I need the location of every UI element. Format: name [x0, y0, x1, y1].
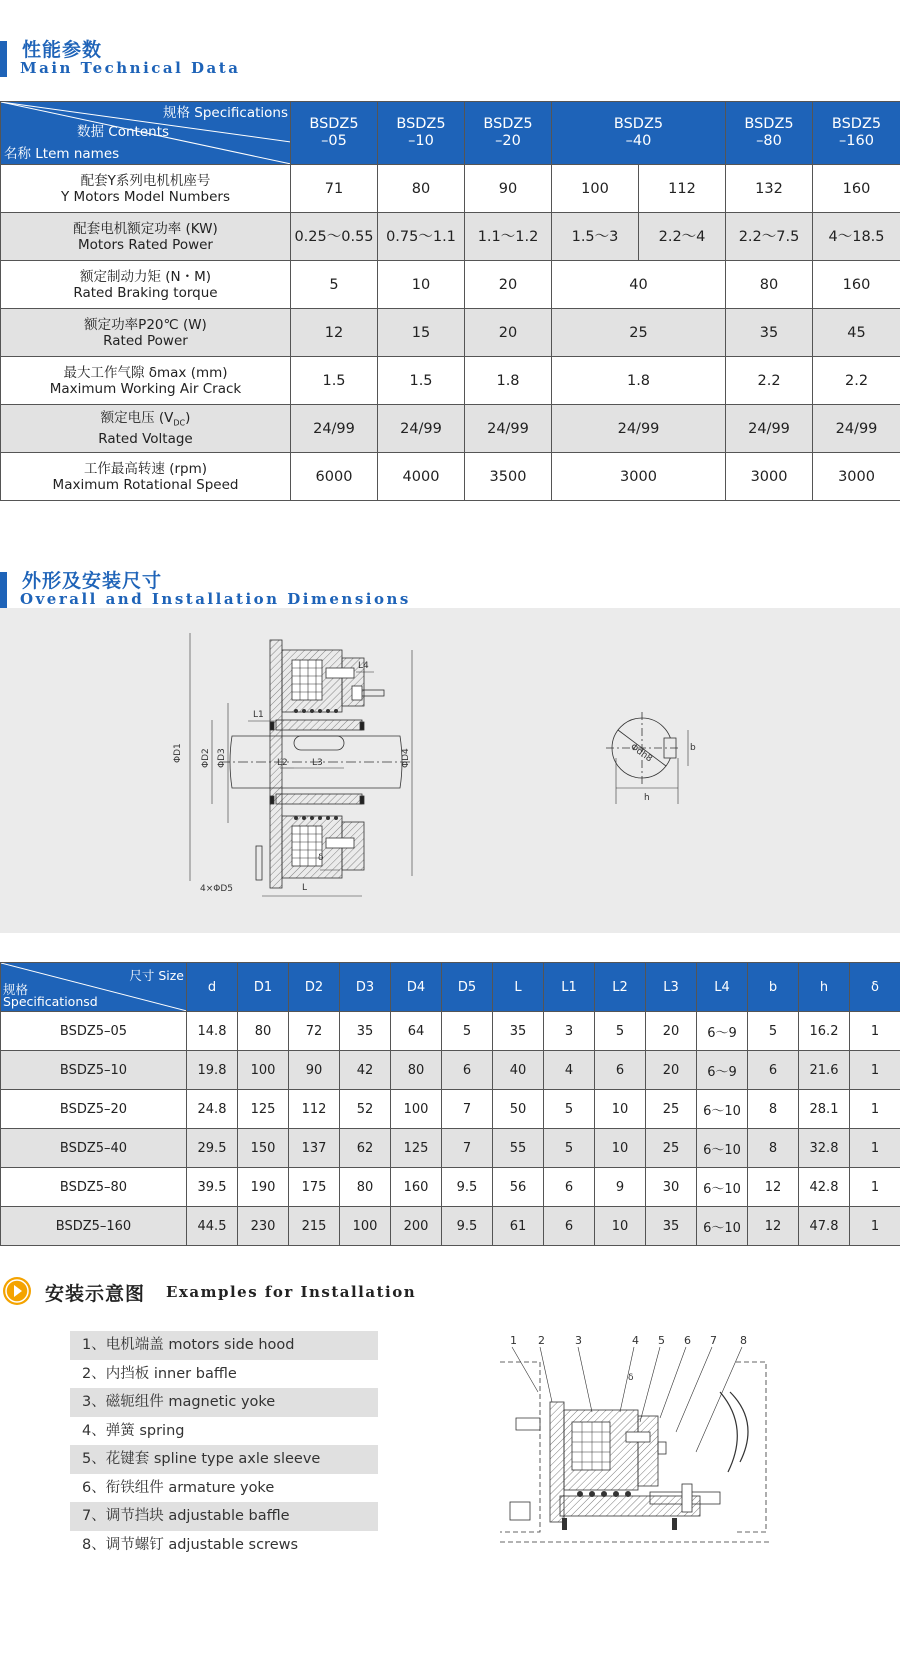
table-row	[1, 453, 900, 501]
row-name: BSDZ5–05	[1, 1012, 187, 1051]
dim-label-d5: 4×ΦD5	[200, 884, 234, 894]
corner-spec-label: 规格 Specifications	[162, 105, 288, 121]
corner-contents-label: 数据 Contents	[77, 124, 170, 140]
corner-specd-label: Specificationsd	[3, 994, 98, 1009]
table-cell: 1.8	[465, 357, 552, 405]
dim-label-delta: δ	[318, 853, 324, 863]
table-cell: 100	[238, 1051, 289, 1090]
dimensions-table	[0, 962, 900, 1246]
column-header: L2	[595, 963, 646, 1012]
table-row	[1, 1168, 900, 1207]
table-cell: 35	[340, 1012, 391, 1051]
table-cell: 40	[552, 261, 726, 309]
table-cell: 16.2	[799, 1012, 850, 1051]
model-header: BSDZ5 –10	[378, 102, 465, 165]
table-cell: 8	[748, 1129, 799, 1168]
table-cell: 2.2～7.5	[726, 213, 813, 261]
table-cell: 35	[646, 1207, 697, 1246]
dim-label-l4: L4	[358, 661, 369, 671]
table-row	[1, 1207, 900, 1246]
model-header: BSDZ5 –160	[813, 102, 900, 165]
table-cell: 61	[493, 1207, 544, 1246]
play-triangle-icon	[3, 1277, 31, 1305]
table-cell: 1	[850, 1051, 900, 1090]
table-row	[1, 261, 900, 309]
legend-item: 7、调节挡块 adjustable baffle	[70, 1502, 378, 1531]
table-cell: 90	[289, 1051, 340, 1090]
table-cell: 10	[595, 1090, 646, 1129]
table-cell: 137	[289, 1129, 340, 1168]
table-cell: 6	[544, 1207, 595, 1246]
table-cell: 3000	[552, 453, 726, 501]
dim-label-l1: L1	[253, 710, 264, 720]
column-header: D5	[442, 963, 493, 1012]
table-cell: 5	[544, 1090, 595, 1129]
table-cell: 64	[391, 1012, 442, 1051]
row-name: 额定电压 $(V_{DC})$ Rated Voltage	[1, 405, 291, 453]
table-cell: 1	[850, 1168, 900, 1207]
table-cell: 190	[238, 1168, 289, 1207]
table-cell: 28.1	[799, 1090, 850, 1129]
column-header: b	[748, 963, 799, 1012]
table-cell: 3000	[813, 453, 900, 501]
table-cell: 4	[544, 1051, 595, 1090]
table-cell: 0.25～0.55	[291, 213, 378, 261]
column-header: L	[493, 963, 544, 1012]
row-name: BSDZ5–80	[1, 1168, 187, 1207]
table-cell: 55	[493, 1129, 544, 1168]
table-cell: 7	[442, 1129, 493, 1168]
table-cell: 1	[850, 1207, 900, 1246]
table-cell: 1.5	[378, 357, 465, 405]
table-cell: 9.5	[442, 1168, 493, 1207]
table-cell: 24/99	[291, 405, 378, 453]
table-cell: 80	[726, 261, 813, 309]
callout-number: 4	[632, 1334, 639, 1347]
table-cell: 112	[289, 1090, 340, 1129]
callout-number: 2	[538, 1334, 545, 1347]
column-header: D3	[340, 963, 391, 1012]
table-cell: 3500	[465, 453, 552, 501]
table-row	[1, 1012, 900, 1051]
section-title-cn: 外形及安装尺寸	[22, 570, 163, 592]
table-cell: 12	[748, 1207, 799, 1246]
table-cell: 24.8	[187, 1090, 238, 1129]
accent-bar	[0, 572, 7, 608]
table-row	[1, 1090, 900, 1129]
table-cell: 80	[391, 1051, 442, 1090]
table-cell: 6000	[291, 453, 378, 501]
dim-label-b: b	[690, 743, 696, 753]
row-name: 配套电机额定功率 (KW) Motors Rated Power	[1, 213, 291, 261]
table-cell: 10	[378, 261, 465, 309]
table-cell: 125	[391, 1129, 442, 1168]
table-cell: 72	[289, 1012, 340, 1051]
callout-number: 6	[684, 1334, 691, 1347]
installation-example-drawing	[500, 1332, 800, 1572]
callout-number: 8	[740, 1334, 747, 1347]
corner-size-label: 尺寸 Size	[129, 968, 184, 983]
dim-label-l2: L2	[277, 758, 288, 768]
table-row	[1, 1051, 900, 1090]
row-name: 工作最高转速 (rpm) Maximum Rotational Speed	[1, 453, 291, 501]
legend-item: 6、衔铁组件 armature yoke	[82, 1479, 275, 1496]
legend-item: 4、弹簧 spring	[82, 1422, 185, 1439]
table-cell: 1.8	[552, 357, 726, 405]
table-row	[1, 165, 900, 213]
table-cell: 125	[238, 1090, 289, 1129]
column-header: δ	[850, 963, 900, 1012]
column-header: L4	[697, 963, 748, 1012]
table-cell: 0.75～1.1	[378, 213, 465, 261]
table-cell: 80	[238, 1012, 289, 1051]
dim-label-h: h	[644, 793, 650, 803]
legend-item: 1、电机端盖 motors side hood	[70, 1331, 378, 1360]
table-cell: 6～10	[697, 1129, 748, 1168]
table-cell: 160	[813, 261, 900, 309]
table-cell: 40	[493, 1051, 544, 1090]
callout-number: 5	[658, 1334, 665, 1347]
table-cell: 5	[291, 261, 378, 309]
table-cell: 5	[748, 1012, 799, 1051]
table-cell: 175	[289, 1168, 340, 1207]
table-cell: 1.5	[291, 357, 378, 405]
callout-number: 7	[710, 1334, 717, 1347]
table-cell: 39.5	[187, 1168, 238, 1207]
table-cell: 24/99	[465, 405, 552, 453]
table-cell: 230	[238, 1207, 289, 1246]
table-cell: 1.1～1.2	[465, 213, 552, 261]
model-header: BSDZ5 –05	[291, 102, 378, 165]
legend-item: 3、磁轭组件 magnetic yoke	[70, 1388, 378, 1417]
model-header: BSDZ5 –80	[726, 102, 813, 165]
table-row	[1, 1129, 900, 1168]
table-cell: 20	[465, 261, 552, 309]
corner-spec-label: 规格	[3, 982, 29, 997]
table-cell: 6	[442, 1051, 493, 1090]
table-cell: 9.5	[442, 1207, 493, 1246]
table-cell: 2.2	[813, 357, 900, 405]
table-cell: 80	[340, 1168, 391, 1207]
table-cell: 6	[748, 1051, 799, 1090]
dim-label-l: L	[302, 883, 308, 893]
table-cell: 3	[544, 1012, 595, 1051]
column-header: D4	[391, 963, 442, 1012]
table-cell: 20	[646, 1051, 697, 1090]
table-cell: 29.5	[187, 1129, 238, 1168]
column-header: L1	[544, 963, 595, 1012]
row-name: BSDZ5–10	[1, 1051, 187, 1090]
table-cell: 1.5～3	[552, 213, 639, 261]
table-cell: 12	[748, 1168, 799, 1207]
table-cell: 42.8	[799, 1168, 850, 1207]
table-cell: 20	[465, 309, 552, 357]
accent-bar	[0, 41, 7, 77]
table-cell: 62	[340, 1129, 391, 1168]
dim-label-l3: L3	[312, 758, 323, 768]
callout-number: 1	[510, 1334, 517, 1347]
section-title-en: Overall and Installation Dimensions	[20, 590, 411, 608]
dimension-drawing-panel	[0, 608, 900, 933]
table-cell: 24/99	[726, 405, 813, 453]
installation-legend	[70, 1331, 378, 1559]
legend-item: 2、内挡板 inner baffle	[82, 1365, 237, 1382]
row-name: BSDZ5–40	[1, 1129, 187, 1168]
table-cell: 35	[493, 1012, 544, 1051]
table-cell: 4～18.5	[813, 213, 900, 261]
table-cell: 44.5	[187, 1207, 238, 1246]
row-name: BSDZ5–20	[1, 1090, 187, 1129]
table-cell: 80	[378, 165, 465, 213]
table-cell: 6	[544, 1168, 595, 1207]
table-cell: 215	[289, 1207, 340, 1246]
table-cell: 100	[340, 1207, 391, 1246]
model-header: BSDZ5 –40	[552, 102, 726, 165]
table-cell: 150	[238, 1129, 289, 1168]
technical-data-table	[0, 101, 900, 501]
table-cell: 4000	[378, 453, 465, 501]
dim-label-d1: ΦD1	[173, 743, 183, 763]
table-row	[1, 309, 900, 357]
table-cell: 24/99	[378, 405, 465, 453]
column-header: h	[799, 963, 850, 1012]
table1-corner-header	[1, 102, 291, 165]
table-cell: 25	[646, 1129, 697, 1168]
table-cell: 24/99	[813, 405, 900, 453]
section-title-cn: 安装示意图	[45, 1283, 146, 1305]
table-cell: 200	[391, 1207, 442, 1246]
table-cell: 112	[639, 165, 726, 213]
column-header: D2	[289, 963, 340, 1012]
table-cell: 9	[595, 1168, 646, 1207]
table-cell: 6～10	[697, 1168, 748, 1207]
table-cell: 8	[748, 1090, 799, 1129]
table-cell: 14.8	[187, 1012, 238, 1051]
table-cell: 6～10	[697, 1207, 748, 1246]
section-title-cn: 性能参数	[22, 39, 103, 61]
section-title-en: Examples for Installation	[166, 1283, 417, 1301]
play-icon	[3, 1277, 31, 1305]
table-cell: 2.2	[726, 357, 813, 405]
corner-names-label: 名称 Ltem names	[4, 146, 120, 162]
table-cell: 90	[465, 165, 552, 213]
row-name: 额定功率P20℃ (W) Rated Power	[1, 309, 291, 357]
model-header: BSDZ5 –20	[465, 102, 552, 165]
table-cell: 71	[291, 165, 378, 213]
table-cell: 160	[813, 165, 900, 213]
table-cell: 25	[646, 1090, 697, 1129]
column-header: d	[187, 963, 238, 1012]
table-cell: 24/99	[552, 405, 726, 453]
table-cell: 6～9	[697, 1051, 748, 1090]
legend-item: 5、花键套 spline type axle sleeve	[70, 1445, 378, 1474]
table-cell: 100	[391, 1090, 442, 1129]
table-cell: 160	[391, 1168, 442, 1207]
column-header: L3	[646, 963, 697, 1012]
column-header: D1	[238, 963, 289, 1012]
dim-label-d2: ΦD2	[201, 748, 211, 768]
section-title-en: Main Technical Data	[20, 59, 241, 77]
dim-label-dh8: Φdh8	[628, 742, 654, 765]
dim-label-d4: ΦD4	[401, 748, 411, 768]
table-cell: 5	[544, 1129, 595, 1168]
row-name: 最大工作气隙 δmax (mm) Maximum Working Air Crack	[1, 357, 291, 405]
dimensions-table-body	[1, 1012, 900, 1246]
table-row	[1, 357, 900, 405]
row-name: 配套Y系列电机机座号 Y Motors Model Numbers	[1, 165, 291, 213]
table-cell: 21.6	[799, 1051, 850, 1090]
table-row	[1, 405, 900, 453]
table-cell: 1	[850, 1012, 900, 1051]
table-cell: 6～9	[697, 1012, 748, 1051]
table-cell: 25	[552, 309, 726, 357]
table-cell: 15	[378, 309, 465, 357]
table-cell: 12	[291, 309, 378, 357]
table-cell: 20	[646, 1012, 697, 1051]
table-row	[1, 213, 900, 261]
table-cell: 35	[726, 309, 813, 357]
table-cell: 7	[442, 1090, 493, 1129]
table-cell: 3000	[726, 453, 813, 501]
table-cell: 2.2～4	[639, 213, 726, 261]
table-cell: 10	[595, 1207, 646, 1246]
install-delta-label: δ	[628, 1373, 634, 1383]
table-cell: 45	[813, 309, 900, 357]
table-cell: 10	[595, 1129, 646, 1168]
dim-label-d3: ΦD3	[217, 748, 227, 768]
table-cell: 32.8	[799, 1129, 850, 1168]
table-cell: 1	[850, 1090, 900, 1129]
table-cell: 42	[340, 1051, 391, 1090]
table-cell: 56	[493, 1168, 544, 1207]
callout-number: 3	[575, 1334, 582, 1347]
table-cell: 132	[726, 165, 813, 213]
legend-item: 8、调节螺钉 adjustable screws	[82, 1536, 299, 1553]
row-name: 额定制动力矩 (N・M) Rated Braking torque	[1, 261, 291, 309]
brake-cross-section-drawing	[0, 608, 900, 933]
table-cell: 100	[552, 165, 639, 213]
table2-corner-header	[1, 963, 187, 1012]
table-cell: 6	[595, 1051, 646, 1090]
table-cell: 19.8	[187, 1051, 238, 1090]
table-cell: 52	[340, 1090, 391, 1129]
table-cell: 5	[595, 1012, 646, 1051]
table-cell: 47.8	[799, 1207, 850, 1246]
table-cell: 30	[646, 1168, 697, 1207]
table-cell: 6～10	[697, 1090, 748, 1129]
table-cell: 5	[442, 1012, 493, 1051]
table-cell: 1	[850, 1129, 900, 1168]
row-name: BSDZ5–160	[1, 1207, 187, 1246]
table-cell: 50	[493, 1090, 544, 1129]
